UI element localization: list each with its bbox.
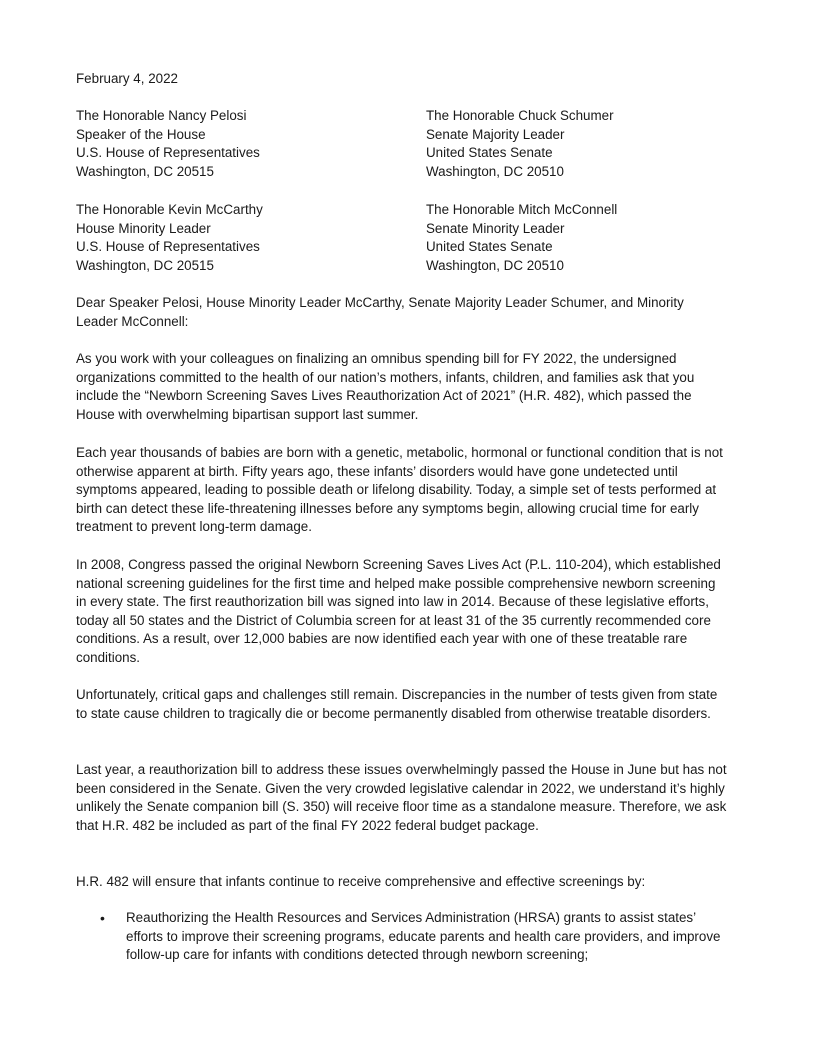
- recipient-org: United States Senate: [426, 239, 553, 255]
- recipient-title: Speaker of the House: [76, 126, 206, 142]
- recipient-city: Washington, DC 20510: [426, 257, 564, 273]
- paragraph-bill-intro: [76, 873, 728, 892]
- recipient-name: The Honorable Chuck Schumer: [426, 108, 614, 123]
- recipient-org: U.S. House of Representatives: [76, 239, 260, 255]
- recipient-address-schumer: [426, 107, 746, 181]
- paragraph-newborn-conditions: [76, 444, 728, 537]
- paragraph-text: Each year thousands of babies are born with a genetic, metabolic, hormonal or functional condition that is not otherwise apparent at birth. Fifty years ago, these infants’ disorders would have gone undetected until symptoms appeared, leading to possible death or lifelong disability. Today, a simple set of tests performed at birth can detect these life-threatening illnesses before any symptoms begin, allowing crucial time for early treatment to prevent long-term damage.: [76, 445, 723, 535]
- recipient-name: The Honorable Mitch McConnell: [426, 202, 618, 217]
- recipient-name: The Honorable Nancy Pelosi: [76, 108, 247, 123]
- paragraph-reauthorization: [76, 761, 728, 835]
- paragraph-omnibus-request: [76, 350, 728, 424]
- paragraph-text: In 2008, Congress passed the original Newborn Screening Saves Lives Act (P.L. 110-204), which established national screening guidelines for the first time and helped make possible comprehensive newborn screening in every state. The first reauthorization bill was signed into law in 2014. Because of these legislative efforts, today all 50 states and the District of Columbia screen for at least 31 of the 35 currently recommended core conditions. As a result, over 12,000 babies are now identified each year with one of these treatable rare conditions.: [76, 557, 721, 665]
- recipient-name: The Honorable Kevin McCarthy: [76, 202, 263, 217]
- paragraph-gaps: [76, 686, 728, 723]
- recipient-org: U.S. House of Representatives: [76, 145, 260, 161]
- list-item-text: Reauthorizing the Health Resources and Services Administration (HRSA) grants to assist states’ efforts to improve their screening programs, educate parents and health care providers, and improve follow-up care for infants with conditions detected through newborn screening;: [126, 910, 721, 963]
- recipient-org: United States Senate: [426, 145, 553, 161]
- recipient-city: Washington, DC 20510: [426, 163, 564, 179]
- salutation: [76, 294, 728, 331]
- paragraph-text: As you work with your colleagues on finalizing an omnibus spending bill for FY 2022, the undersigned organizations committed to the health of our nation’s mothers, infants, children, and families ask that you include the “Newborn Screening Saves Lives Reauthorization Act of 2021” (H.R. 482), which passed the House with overwhelming bipartisan support last summer.: [76, 351, 695, 422]
- paragraph-text: Unfortunately, critical gaps and challenges still remain. Discrepancies in the number of tests given from state to state cause children to tragically die or become permanently disabled from otherwise treatable disorders.: [76, 687, 718, 721]
- bullet-list: [100, 909, 726, 965]
- paragraph-text: Last year, a reauthorization bill to address these issues overwhelmingly passed the House in June but has not been considered in the Senate. Given the very crowded legislative calendar in 2022, we understand it’s highly unlikely the Senate companion bill (S. 350) will receive floor time as a standalone measure. Therefore, we ask that H.R. 482 be included as part of the final FY 2022 federal budget package.: [76, 762, 727, 833]
- recipient-city: Washington, DC 20515: [76, 257, 214, 273]
- recipient-title: Senate Majority Leader: [426, 126, 565, 142]
- bullet-icon: •: [100, 910, 105, 926]
- salutation-text: Dear Speaker Pelosi, House Minority Leader McCarthy, Senate Majority Leader Schumer, and Minority Leader McConnell:: [76, 295, 684, 329]
- letter-date: February 4, 2022: [76, 71, 178, 86]
- recipient-address-pelosi: [76, 107, 396, 181]
- recipient-city: Washington, DC 20515: [76, 163, 214, 179]
- recipient-address-mcconnell: [426, 201, 746, 275]
- recipient-title: House Minority Leader: [76, 220, 211, 236]
- recipient-title: Senate Minority Leader: [426, 220, 565, 236]
- list-item: [100, 909, 726, 965]
- paragraph-history: [76, 556, 728, 668]
- paragraph-text: H.R. 482 will ensure that infants continue to receive comprehensive and effective screenings by:: [76, 874, 646, 889]
- recipient-address-mccarthy: [76, 201, 396, 275]
